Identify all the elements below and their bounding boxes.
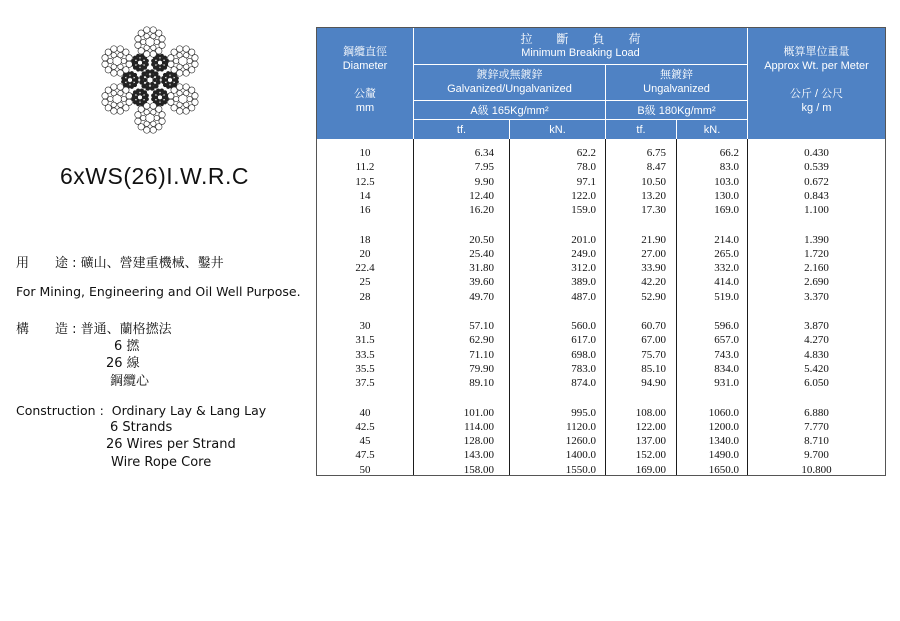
wire [144,121,149,126]
weight-cell: 0.539 [804,161,829,174]
diameter-header [317,45,413,115]
galvanized-header [414,68,605,96]
load-cell: 94.90 [641,377,666,390]
load-cell: 169.0 [714,204,739,217]
weight-cell: 0.843 [804,189,829,202]
ungalvanized-en: Ungalvanized [643,83,710,95]
load-cell: 49.70 [469,290,494,303]
construction-label: 構 造 [16,322,69,337]
wire [150,86,154,90]
load-cell: 97.1 [576,175,596,188]
wire [156,76,160,80]
weight-cell: 1.390 [804,233,829,246]
weight-cell: 5.420 [804,362,829,375]
diameter-cell: 16 [359,204,371,217]
load-cell: 617.0 [571,334,596,347]
wire [146,82,150,86]
construction-en-line-1: Ordinary Lay & Lang Lay [111,403,267,418]
load-cell: 10.50 [641,175,666,188]
load-cell: 931.0 [714,377,739,390]
wire [140,68,144,72]
wire [117,108,123,114]
wire [111,102,116,107]
load-cell: 108.00 [635,406,666,419]
load-cell: 8.47 [646,161,666,174]
wire [121,58,126,63]
wire [126,93,132,99]
usage-label: 用 途 [16,256,69,271]
weight-cell: 0.672 [804,175,829,188]
wire [111,84,117,90]
load-cell: 487.0 [571,290,596,303]
load-cell: 1340.0 [708,435,739,448]
load-cell: 143.00 [463,449,494,462]
load-cell: 1260.0 [565,435,596,448]
wire-rope-cross-section-icon [95,25,205,135]
ungalvanized-cn: 無鍍鋅 [660,69,693,81]
load-cell: 1400.0 [565,449,596,462]
wire [146,70,150,74]
wire [146,74,150,78]
load-cell: 12.40 [469,189,494,202]
load-cell: 66.2 [719,147,739,159]
weight-cell: 8.710 [804,435,829,448]
wire [118,102,123,107]
wire [144,27,150,33]
load-cell: 158.00 [463,463,494,476]
wire [121,80,125,84]
load-cell: 114.00 [464,420,494,433]
load-cell: 1060.0 [708,406,739,419]
load-cell: 25.40 [469,247,494,260]
wire [183,70,189,76]
load-cell: 39.60 [469,276,494,289]
load-cell: 33.90 [641,262,666,275]
weight-cn: 概算單位重量 [783,46,850,58]
wire [184,102,189,107]
load-cell: 519.0 [714,290,739,303]
diameter-cell: 45 [359,435,371,448]
grade-b: B級 180Kg/mm² [637,105,716,117]
unit-kn-a: kN. [549,124,566,136]
weight-cell: 2.690 [804,276,829,289]
wire [135,76,139,80]
header-divider [509,119,510,139]
weight-cell: 1.100 [804,204,829,217]
wire [145,59,149,63]
wire [161,80,165,84]
unit-tf-a: tf. [456,124,467,136]
wire [151,63,155,67]
load-cell: 137.00 [635,435,666,448]
load-cell: 1490.0 [708,449,739,462]
wire [140,102,144,106]
wire [135,42,141,48]
wire [145,94,149,98]
wire [141,115,146,120]
mbl-cn: 拉 斷 負 荷 [520,32,641,46]
construction-line-4: 鋼纜心 [110,374,150,389]
diameter-cell: 31.5 [355,334,375,347]
weight-header [748,45,885,115]
weight-cell: 10.800 [801,463,832,476]
wire [168,61,174,67]
wire [140,80,144,84]
wire [159,112,165,118]
load-cell: 21.90 [641,233,666,246]
wire [144,33,149,38]
wire [154,39,159,44]
wire [173,58,178,63]
header-divider [413,28,414,139]
weight-cell: 6.050 [804,377,829,390]
load-cell: 214.0 [714,233,739,246]
diameter-cell: 25 [359,276,371,289]
load-cell: 9.90 [474,175,494,188]
wire [173,96,178,101]
wire [118,64,123,69]
load-cell: 414.0 [714,276,739,289]
load-cell: 16.20 [469,204,494,217]
diameter-cell: 18 [359,233,371,246]
wire [144,109,149,114]
wire [156,54,160,58]
load-cell: 57.10 [469,320,494,332]
header-divider [413,64,747,65]
diameter-cell: 14 [359,189,371,202]
weight-cell: 4.270 [804,334,829,347]
construction-en-row [16,403,266,418]
load-cell: 13.20 [641,189,666,202]
load-cell: 60.70 [641,320,666,332]
diameter-cell: 33.5 [355,348,375,361]
load-cell: 75.70 [641,348,666,361]
wire [159,36,165,42]
load-cell: 17.30 [641,204,666,217]
load-cell: 1200.0 [708,420,739,433]
load-cell: 657.0 [714,334,739,347]
construction-colon: : [68,322,81,337]
wire [111,52,116,57]
load-cell: 6.34 [474,147,494,159]
wire [144,103,150,109]
load-cell: 389.0 [571,276,596,289]
diameter-cell: 20 [359,247,371,260]
header-divider [413,119,747,120]
wire [151,109,156,114]
diameter-unit-cn: 公釐 [354,88,376,100]
wire [183,108,189,114]
usage-colon: : [68,256,81,271]
wire [136,89,140,93]
load-cell: 130.0 [714,189,739,202]
wire [135,118,141,124]
galvanized-cn: 鍍鋅或無鍍鋅 [476,69,543,81]
load-cell: 874.0 [571,377,596,390]
load-cell: 31.80 [469,262,494,275]
wire [117,70,123,76]
load-cell: 62.90 [469,334,494,347]
load-cell: 159.0 [571,204,596,217]
load-cell: 62.2 [576,147,596,159]
wire [166,71,170,75]
diameter-cn: 鋼纜直徑 [343,46,387,58]
construction-en-line-2: 6 Strands [110,420,173,435]
wire [151,45,156,50]
usage-english: For Mining, Engineering and Oil Well Purpose. [16,284,301,299]
load-cell: 42.20 [641,276,666,289]
diameter-cell: 50 [359,463,371,476]
construction-en-line-3: 26 Wires per Strand [106,437,236,452]
load-cell: 152.00 [635,449,666,462]
wire [102,61,108,67]
wire [160,68,164,72]
wire [111,64,116,69]
wire [151,97,155,101]
wire [184,52,189,57]
wire [160,102,164,106]
wire [184,64,189,69]
wire [141,39,146,44]
load-cell: 596.0 [714,320,739,332]
diameter-cell: 10 [359,147,371,159]
header-divider [413,100,747,101]
wire [175,76,179,80]
weight-cell: 6.880 [804,406,829,419]
wire [176,84,182,90]
wire [151,33,156,38]
diameter-cell: 12.5 [355,175,375,188]
load-cell: 101.00 [463,406,494,419]
wire [111,90,116,95]
load-cell: 312.0 [571,262,596,275]
wire [187,96,192,101]
grade-a: A級 165Kg/mm² [470,105,549,117]
load-cell: 995.0 [571,406,596,419]
weight-cell: 3.870 [804,320,829,332]
diameter-cell: 37.5 [355,377,375,390]
diameter-cell: 11.2 [355,161,375,174]
construction-en-line-4: Wire Rope Core [111,455,212,470]
load-cell: 249.0 [571,247,596,260]
load-cell: 201.0 [571,233,596,246]
construction-line-2: 6 撚 [114,339,140,354]
diameter-cell: 28 [359,290,371,303]
product-title: 6xWS(26)I.W.R.C [60,163,249,189]
wire [108,96,113,101]
load-cell: 128.00 [463,435,494,448]
wire [118,90,123,95]
wire [136,54,140,58]
table-header [317,28,885,139]
wire [177,102,182,107]
load-cell: 83.0 [719,161,739,174]
construction-line-3: 26 線 [106,356,140,371]
load-cell: 122.00 [635,420,666,433]
load-cell: 698.0 [571,348,596,361]
header-divider [676,119,677,139]
weight-cell: 2.160 [804,262,829,275]
wire [177,64,182,69]
diameter-en: Diameter [342,60,388,72]
load-cell: 1550.0 [565,463,596,476]
wire [150,127,156,133]
wire [144,45,149,50]
load-cell: 122.0 [571,189,596,202]
wire [168,99,174,105]
wire [130,85,134,89]
wire [192,55,198,61]
load-cell: 103.0 [714,175,739,188]
load-cell: 6.75 [646,147,666,159]
galvanized-en: Galvanized/Ungalvanized [447,83,572,95]
weight-cell: 9.700 [804,449,829,462]
wire [187,58,192,63]
diameter-cell: 42.5 [355,420,375,433]
wire [177,90,182,95]
mbl-en: Minimum Breaking Load [521,47,640,59]
header-divider [747,28,748,139]
weight-cell: 4.830 [804,348,829,361]
load-cell: 20.50 [469,233,494,246]
wire [184,90,189,95]
weight-cell: 0.430 [804,147,829,159]
wire [154,115,159,120]
construction-line-1: 普通、蘭格撚法 [80,322,172,337]
wire [111,46,117,52]
load-cell: 71.10 [469,348,494,361]
construction-en-label: Construction : [16,403,104,418]
wire [150,74,154,78]
breaking-load-table [316,27,886,476]
wire [118,52,123,57]
wire [150,51,156,57]
load-cell: 79.90 [469,362,494,375]
load-cell: 332.0 [714,262,739,275]
wire [176,46,182,52]
load-cell: 1120.0 [566,420,596,433]
wire [126,55,132,61]
weight-unit-cn: 公斤 / 公尺 [789,88,844,100]
usage-row [16,252,224,271]
load-cell: 78.0 [576,161,596,174]
load-cell: 67.00 [641,334,666,347]
ungalvanized-header [606,68,747,96]
mbl-header [414,32,747,60]
wire [177,52,182,57]
load-cell: 7.95 [474,161,494,174]
diameter-cell: 30 [359,320,371,332]
load-cell: 834.0 [714,362,739,375]
header-divider [605,64,606,139]
load-cell: 265.0 [714,247,739,260]
wire [144,78,148,82]
wire [108,58,113,63]
load-cell: 743.0 [714,348,739,361]
wire [121,96,126,101]
diameter-cell: 22.4 [355,262,375,275]
weight-cell: 7.770 [804,420,829,433]
wire [156,89,160,93]
load-cell: 89.10 [469,377,494,390]
unit-kn-b: kN. [703,124,721,136]
wire [192,93,198,99]
load-cell: 27.00 [641,247,666,260]
construction-cn-row [16,318,172,337]
usage-value: 礦山、營建重機械、鑿井 [80,256,224,271]
load-cell: 783.0 [571,362,596,375]
diameter-cell: 35.5 [355,362,375,375]
weight-unit-en: kg / m [801,102,832,114]
load-cell: 1650.0 [708,463,739,476]
wire [151,121,156,126]
weight-cell: 3.370 [804,290,829,303]
load-cell: 85.10 [641,362,666,375]
diameter-cell: 40 [359,406,371,419]
unit-tf-b: tf. [636,124,646,136]
diameter-cell: 47.5 [355,449,375,462]
weight-en: Approx Wt. per Meter [764,60,869,72]
wire [150,82,154,86]
wire [153,78,157,82]
load-cell: 169.00 [635,463,666,476]
table-body [317,139,885,475]
weight-cell: 1.720 [804,247,829,260]
load-cell: 52.90 [641,290,666,303]
diameter-unit-en: mm [355,102,375,114]
load-cell: 560.0 [571,320,596,332]
wire [102,99,108,105]
